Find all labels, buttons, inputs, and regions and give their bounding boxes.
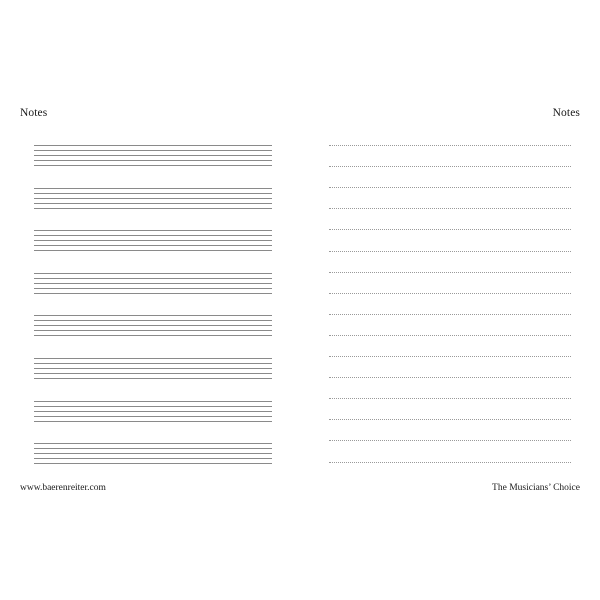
staff-line (34, 230, 272, 231)
staff-line (34, 235, 272, 236)
staff-line (34, 373, 272, 374)
music-staff (34, 315, 272, 335)
music-staff (34, 401, 272, 421)
staff-line (34, 155, 272, 156)
staff-line (34, 240, 272, 241)
staff-line (34, 193, 272, 194)
staff-line (34, 320, 272, 321)
staff-line (34, 368, 272, 369)
right-page-heading: Notes (552, 107, 580, 119)
staff-line (34, 416, 272, 417)
ruled-line (329, 377, 571, 378)
staff-line (34, 453, 272, 454)
staff-line (34, 203, 272, 204)
ruled-line (329, 356, 571, 357)
staff-line (34, 150, 272, 151)
ruled-line (329, 462, 571, 463)
staff-line (34, 198, 272, 199)
ruled-line (329, 335, 571, 336)
staff-line (34, 406, 272, 407)
ruled-line (329, 229, 571, 230)
music-staff (34, 358, 272, 378)
ruled-line (329, 187, 571, 188)
ruled-line (329, 208, 571, 209)
slogan: The Musicians’ Choice (492, 483, 580, 493)
ruled-line (329, 166, 571, 167)
music-staff (34, 230, 272, 250)
staff-line (34, 335, 272, 336)
staff-line (34, 330, 272, 331)
staff-line (34, 273, 272, 274)
staff-line (34, 378, 272, 379)
ruled-line (329, 419, 571, 420)
music-staff (34, 145, 272, 165)
staff-line (34, 325, 272, 326)
staff-line (34, 145, 272, 146)
staff-line (34, 278, 272, 279)
staff-line (34, 188, 272, 189)
publisher-url: www.baerenreiter.com (20, 483, 106, 493)
music-staff (34, 273, 272, 293)
staff-line (34, 208, 272, 209)
staff-line (34, 358, 272, 359)
staff-line (34, 160, 272, 161)
music-staff (34, 188, 272, 208)
staff-line (34, 165, 272, 166)
ruled-line (329, 272, 571, 273)
staff-line (34, 448, 272, 449)
staff-line (34, 293, 272, 294)
staff-line (34, 421, 272, 422)
ruled-line (329, 440, 571, 441)
staff-line (34, 315, 272, 316)
staff-line (34, 363, 272, 364)
staff-line (34, 250, 272, 251)
staff-line (34, 288, 272, 289)
ruled-line (329, 293, 571, 294)
left-page-heading: Notes (20, 107, 48, 119)
staff-line (34, 458, 272, 459)
staff-line (34, 283, 272, 284)
ruled-line (329, 398, 571, 399)
staff-line (34, 411, 272, 412)
staff-line (34, 245, 272, 246)
music-staff (34, 443, 272, 463)
staff-line (34, 401, 272, 402)
ruled-line (329, 251, 571, 252)
ruled-line (329, 314, 571, 315)
ruled-line (329, 145, 571, 146)
staff-line (34, 443, 272, 444)
staff-line (34, 463, 272, 464)
